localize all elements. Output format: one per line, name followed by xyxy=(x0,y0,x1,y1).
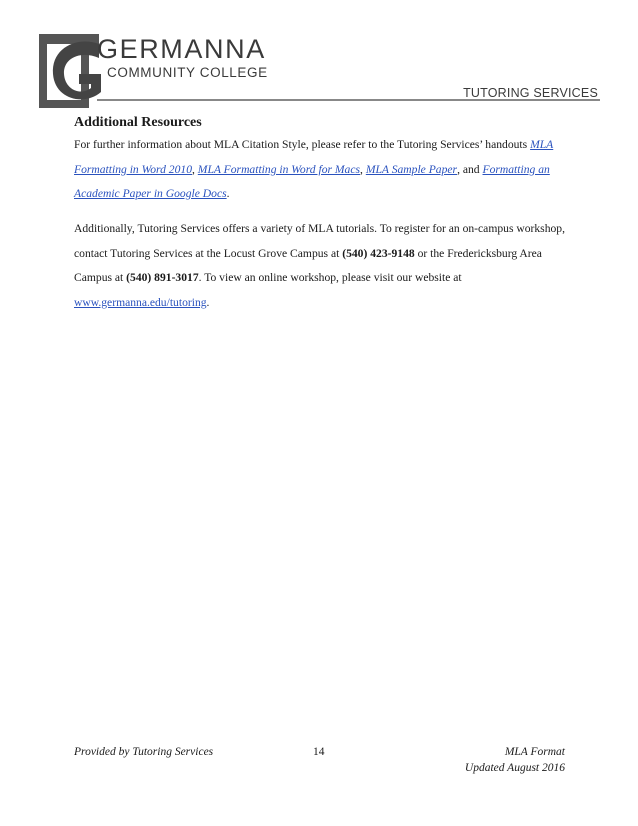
footer-provider: Provided by Tutoring Services xyxy=(74,746,214,758)
phone-locust-grove: (540) 423-9148 xyxy=(342,246,415,260)
link-google-docs-formatting[interactable]: Formatting an Academic Paper in Google Docs xyxy=(74,162,550,200)
link-mla-sample-paper[interactable]: MLA Sample Paper xyxy=(365,162,458,176)
tutorials-paragraph xyxy=(74,217,574,315)
separator: , xyxy=(192,162,198,176)
section-heading: Additional Resources xyxy=(74,115,202,130)
tutorials-text-2: or the Fredericksburg Area Campus at xyxy=(74,246,542,284)
link-mla-word-macs[interactable]: MLA Formatting in Word for Macs xyxy=(197,162,361,176)
tutorials-text-3: . To view an online workshop, please visit our website at xyxy=(198,271,462,284)
page-number: 14 xyxy=(313,746,325,758)
footer-doc-title: MLA Format xyxy=(504,746,565,758)
sentence-end: . xyxy=(226,187,230,200)
resources-intro: For further information about MLA Citation Style, please refer to the Tutoring Services’ handouts xyxy=(74,138,528,151)
sentence-end: . xyxy=(206,295,210,309)
separator: , xyxy=(360,162,366,176)
footer-doc-info xyxy=(465,744,565,776)
website-link[interactable]: www.germanna.edu/tutoring xyxy=(74,295,207,309)
separator: , and xyxy=(457,162,483,176)
logo-subtitle: COMMUNITY COLLEGE xyxy=(107,65,268,80)
resources-paragraph xyxy=(74,133,574,207)
footer-updated-date: Updated August 2016 xyxy=(464,762,565,774)
tutorials-text-1: Additionally, Tutoring Services offers a variety of MLA tutorials. To register for an on-campus workshop, contact Tutoring Services at the Locust Grove Campus at xyxy=(74,222,565,260)
phone-fredericksburg: (540) 891-3017 xyxy=(126,271,199,284)
logo-title: GERMANNA xyxy=(97,34,266,64)
department-label: TUTORING SERVICES xyxy=(463,86,598,100)
link-mla-word-2010[interactable]: MLA Formatting in Word 2010 xyxy=(74,138,554,176)
